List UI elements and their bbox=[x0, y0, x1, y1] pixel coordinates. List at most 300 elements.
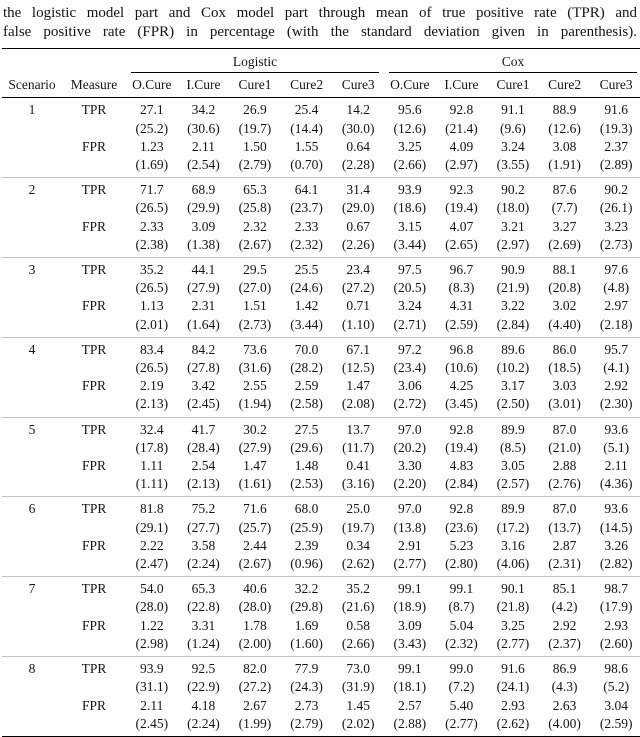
cell-value: 5.40 bbox=[449, 697, 474, 713]
cell-scenario bbox=[2, 138, 62, 156]
cell-scenario: 8 bbox=[2, 657, 62, 679]
cell-sd: (2.67) bbox=[238, 236, 272, 252]
cell-value: 2.33 bbox=[294, 218, 319, 234]
cell-sd: (2.00) bbox=[238, 635, 272, 651]
cell-value: 0.41 bbox=[346, 458, 370, 474]
cell-sd: (18.1) bbox=[393, 679, 427, 695]
cell-measure bbox=[62, 635, 126, 657]
table-row bbox=[2, 98, 640, 120]
cell-sd: (31.6) bbox=[238, 360, 272, 376]
cell-sd: (24.3) bbox=[290, 679, 323, 695]
cell-value: 1.55 bbox=[294, 138, 319, 154]
cell-value: 98.7 bbox=[590, 577, 640, 599]
cell-value: 54.0 bbox=[126, 577, 178, 599]
caption-line-1: the logistic model part and Cox model part through mean of true positive rate (TPR) and bbox=[3, 5, 637, 21]
cell-scenario bbox=[2, 156, 62, 178]
cell-scenario bbox=[2, 537, 62, 555]
cell-value: 2.32 bbox=[243, 218, 267, 234]
cell-sd: (2.65) bbox=[445, 236, 478, 252]
cell-sd: (27.8) bbox=[187, 360, 220, 376]
cell-value: 3.24 bbox=[501, 138, 525, 154]
cell-value: 87.0 bbox=[539, 497, 591, 519]
column-header-scenario: Scenario bbox=[2, 73, 62, 98]
cell-value: 1.48 bbox=[294, 458, 319, 474]
cell-scenario: 6 bbox=[2, 497, 62, 519]
cell-value: 64.1 bbox=[281, 178, 333, 200]
column-header-ocure-cox: O.Cure bbox=[384, 73, 436, 98]
cell-scenario bbox=[2, 439, 62, 457]
cell-value: 2.97 bbox=[604, 298, 628, 314]
cell-sd: (0.70) bbox=[290, 157, 323, 173]
cell-measure bbox=[62, 519, 126, 537]
cell-scenario: 7 bbox=[2, 577, 62, 599]
cell-sd: (1.64) bbox=[187, 316, 220, 332]
column-header-cure3-cox: Cure3 bbox=[590, 73, 640, 98]
cell-sd: (1.94) bbox=[238, 396, 272, 412]
cell-sd: (2.28) bbox=[341, 157, 375, 173]
cell-value: 0.64 bbox=[346, 138, 370, 154]
cell-sd: (21.0) bbox=[548, 439, 581, 455]
cell-scenario bbox=[2, 297, 62, 315]
cell-scenario: 3 bbox=[2, 258, 62, 280]
cell-value: 0.58 bbox=[346, 617, 370, 633]
cell-sd: (3.44) bbox=[290, 316, 323, 332]
cell-value: 89.6 bbox=[487, 337, 539, 359]
cell-sd: (2.54) bbox=[187, 157, 220, 173]
cell-sd: (27.9) bbox=[187, 280, 220, 296]
cell-sd: (3.43) bbox=[393, 635, 427, 651]
table-row bbox=[2, 377, 640, 395]
cell-value: 2.91 bbox=[397, 537, 422, 553]
cell-sd: (11.7) bbox=[342, 439, 375, 455]
cell-value: 2.59 bbox=[294, 378, 319, 394]
cell-sd: (2.67) bbox=[238, 556, 272, 572]
cell-value: 35.2 bbox=[126, 258, 178, 280]
cell-sd: (4.3) bbox=[551, 679, 578, 695]
cell-value: 2.87 bbox=[552, 537, 577, 553]
column-header-row bbox=[2, 73, 640, 98]
cell-value: 99.1 bbox=[384, 577, 436, 599]
table-row bbox=[2, 577, 640, 599]
cell-value: 31.4 bbox=[332, 178, 384, 200]
cell-value: 2.11 bbox=[604, 458, 628, 474]
cell-value: 3.09 bbox=[191, 218, 216, 234]
cell-measure: FPR bbox=[81, 218, 107, 234]
cell-sd: (12.6) bbox=[548, 120, 581, 136]
cell-value: 4.18 bbox=[191, 697, 216, 713]
cell-value: 98.6 bbox=[590, 657, 640, 679]
cell-value: 25.4 bbox=[294, 102, 319, 118]
cell-value: 23.4 bbox=[332, 258, 384, 280]
cell-value: 1.11 bbox=[140, 458, 164, 474]
cell-sd: (7.2) bbox=[448, 679, 475, 695]
cell-value: 87.0 bbox=[539, 417, 591, 439]
table-row bbox=[2, 199, 640, 217]
cell-sd: (1.38) bbox=[187, 236, 220, 252]
cell-sd: (4.06) bbox=[496, 556, 530, 572]
cell-sd: (13.8) bbox=[393, 519, 427, 535]
cell-sd: (2.32) bbox=[290, 236, 323, 252]
cell-sd: (28.0) bbox=[135, 599, 169, 615]
cell-sd: (18.5) bbox=[548, 360, 581, 376]
cell-value: 41.7 bbox=[178, 417, 230, 439]
cell-sd: (29.9) bbox=[187, 200, 220, 216]
cell-sd: (1.24) bbox=[187, 635, 220, 651]
cell-scenario bbox=[2, 457, 62, 475]
cell-value: 1.22 bbox=[139, 617, 164, 633]
cell-sd: (2.84) bbox=[496, 316, 530, 332]
cell-sd: (24.1) bbox=[496, 679, 530, 695]
cell-scenario bbox=[2, 395, 62, 417]
cell-value: 3.24 bbox=[397, 298, 422, 314]
cell-sd: (17.2) bbox=[496, 519, 530, 535]
cell-sd: (2.77) bbox=[393, 556, 427, 572]
table-row bbox=[2, 156, 640, 178]
cell-sd: (3.44) bbox=[393, 236, 427, 252]
cell-value: 1.47 bbox=[243, 458, 267, 474]
cell-value: 3.15 bbox=[397, 218, 422, 234]
cell-sd: (2.08) bbox=[341, 396, 375, 412]
cell-value: 65.3 bbox=[178, 577, 230, 599]
cell-value: 3.22 bbox=[501, 298, 525, 314]
cell-sd: (2.71) bbox=[393, 316, 427, 332]
cell-value: 2.31 bbox=[191, 298, 216, 314]
cell-measure: FPR bbox=[81, 378, 107, 394]
cell-value: 2.39 bbox=[294, 537, 319, 553]
cell-sd: (2.73) bbox=[238, 316, 272, 332]
cell-sd: (26.1) bbox=[599, 200, 633, 216]
cell-sd: (1.99) bbox=[238, 715, 272, 731]
cell-sd: (25.7) bbox=[238, 519, 272, 535]
cell-value: 97.6 bbox=[590, 258, 640, 280]
cell-sd: (2.88) bbox=[393, 715, 427, 731]
cell-value: 34.2 bbox=[191, 102, 216, 118]
cell-sd: (29.0) bbox=[341, 200, 375, 216]
cell-scenario bbox=[2, 617, 62, 635]
cell-value: 89.9 bbox=[487, 497, 539, 519]
cell-value: 93.9 bbox=[384, 178, 436, 200]
cell-value: 86.9 bbox=[539, 657, 591, 679]
cell-value: 4.25 bbox=[449, 378, 474, 394]
cell-value: 3.08 bbox=[552, 138, 577, 154]
cell-value: 67.1 bbox=[332, 337, 384, 359]
cell-value: 0.67 bbox=[346, 218, 370, 234]
table-row bbox=[2, 598, 640, 616]
cell-value: 3.09 bbox=[397, 617, 422, 633]
cell-value: 84.2 bbox=[178, 337, 230, 359]
cell-value: 2.11 bbox=[140, 697, 164, 713]
cell-sd: (13.7) bbox=[548, 519, 581, 535]
cell-value: 90.9 bbox=[487, 258, 539, 280]
cell-value: 95.6 bbox=[397, 102, 422, 118]
cell-value: 92.8 bbox=[436, 497, 488, 519]
cell-value: 1.13 bbox=[139, 298, 164, 314]
table-header bbox=[2, 49, 640, 98]
cell-sd: (23.6) bbox=[445, 519, 478, 535]
cell-sd: (28.2) bbox=[290, 360, 323, 376]
cell-value: 3.02 bbox=[552, 298, 577, 314]
cell-sd: (2.89) bbox=[599, 157, 633, 173]
cell-sd: (12.5) bbox=[341, 360, 375, 376]
cell-value: 4.07 bbox=[449, 218, 474, 234]
cell-sd: (19.4) bbox=[445, 439, 478, 455]
cell-scenario bbox=[2, 120, 62, 138]
cell-sd: (14.5) bbox=[599, 519, 633, 535]
cell-scenario bbox=[2, 635, 62, 657]
cell-measure bbox=[62, 359, 126, 377]
cell-sd: (2.01) bbox=[135, 316, 169, 332]
cell-sd: (19.3) bbox=[599, 120, 633, 136]
cell-scenario bbox=[2, 519, 62, 537]
table-row bbox=[2, 497, 640, 519]
cell-sd: (4.8) bbox=[603, 280, 630, 296]
cell-value: 30.2 bbox=[229, 417, 281, 439]
cell-sd: (2.80) bbox=[445, 556, 478, 572]
cell-value: 3.21 bbox=[501, 218, 525, 234]
cell-value: 2.44 bbox=[243, 537, 267, 553]
table-row bbox=[2, 697, 640, 715]
cell-value: 71.6 bbox=[229, 497, 281, 519]
table-row bbox=[2, 555, 640, 577]
cell-value: 90.1 bbox=[487, 577, 539, 599]
cell-sd: (21.4) bbox=[445, 120, 478, 136]
cell-sd: (2.45) bbox=[187, 396, 220, 412]
cell-value: 99.1 bbox=[384, 657, 436, 679]
cell-value: 2.55 bbox=[243, 378, 267, 394]
cell-value: 0.71 bbox=[346, 298, 370, 314]
table-row bbox=[2, 218, 640, 236]
cell-sd: (10.2) bbox=[496, 360, 530, 376]
cell-value: 2.92 bbox=[552, 617, 577, 633]
cell-measure bbox=[62, 475, 126, 497]
cell-value: 96.7 bbox=[436, 258, 488, 280]
cell-value: 25.5 bbox=[281, 258, 333, 280]
cell-sd: (14.4) bbox=[290, 120, 323, 136]
table-row bbox=[2, 279, 640, 297]
cell-value: 3.06 bbox=[397, 378, 422, 394]
cell-scenario: 2 bbox=[2, 178, 62, 200]
cell-value: 91.1 bbox=[501, 102, 525, 118]
cell-sd: (8.3) bbox=[448, 280, 475, 296]
cell-value: 93.6 bbox=[590, 497, 640, 519]
cell-scenario bbox=[2, 377, 62, 395]
cell-sd: (1.69) bbox=[135, 157, 169, 173]
cell-measure: TPR bbox=[62, 577, 126, 599]
scenario-block bbox=[2, 178, 640, 258]
table-row bbox=[2, 439, 640, 457]
cell-sd: (2.47) bbox=[135, 556, 169, 572]
table-row bbox=[2, 519, 640, 537]
cell-value: 85.1 bbox=[539, 577, 591, 599]
table-row bbox=[2, 120, 640, 138]
cell-sd: (26.5) bbox=[135, 360, 169, 376]
cell-sd: (28.4) bbox=[187, 439, 220, 455]
cell-value: 3.31 bbox=[191, 617, 216, 633]
cell-sd: (24.6) bbox=[290, 280, 323, 296]
cell-scenario bbox=[2, 359, 62, 377]
cell-value: 0.34 bbox=[346, 537, 370, 553]
cell-value: 90.2 bbox=[487, 178, 539, 200]
cell-value: 77.9 bbox=[281, 657, 333, 679]
cell-sd: (2.31) bbox=[548, 556, 581, 572]
cell-sd: (2.58) bbox=[290, 396, 323, 412]
cell-sd: (1.91) bbox=[548, 157, 581, 173]
table-row bbox=[2, 715, 640, 737]
cell-value: 3.04 bbox=[604, 697, 628, 713]
cell-measure: FPR bbox=[81, 458, 107, 474]
cell-sd: (7.7) bbox=[551, 200, 578, 216]
table-row bbox=[2, 395, 640, 417]
cell-sd: (2.97) bbox=[445, 157, 478, 173]
cell-sd: (2.13) bbox=[187, 476, 220, 492]
cell-sd: (2.53) bbox=[290, 476, 323, 492]
cell-value: 83.4 bbox=[126, 337, 178, 359]
cell-scenario bbox=[2, 598, 62, 616]
cell-value: 87.6 bbox=[539, 178, 591, 200]
cell-measure bbox=[62, 439, 126, 457]
cell-value: 2.88 bbox=[552, 458, 577, 474]
cell-sd: (2.24) bbox=[187, 556, 220, 572]
cell-sd: (3.55) bbox=[496, 157, 530, 173]
cell-value: 2.73 bbox=[294, 697, 319, 713]
cell-value: 2.11 bbox=[191, 138, 215, 154]
cell-scenario bbox=[2, 199, 62, 217]
table-row bbox=[2, 657, 640, 679]
cell-value: 5.23 bbox=[449, 537, 474, 553]
cell-sd: (2.79) bbox=[238, 157, 272, 173]
cell-value: 91.6 bbox=[487, 657, 539, 679]
cell-measure bbox=[62, 316, 126, 338]
cell-value: 68.0 bbox=[281, 497, 333, 519]
cell-value: 2.57 bbox=[397, 697, 422, 713]
cell-value: 2.19 bbox=[139, 378, 164, 394]
cell-value: 90.2 bbox=[590, 178, 640, 200]
cell-value: 1.47 bbox=[346, 378, 370, 394]
cell-sd: (4.2) bbox=[551, 599, 578, 615]
cell-value: 26.9 bbox=[243, 102, 267, 118]
cell-measure bbox=[62, 715, 126, 737]
cell-measure: FPR bbox=[81, 617, 107, 633]
cell-value: 3.42 bbox=[191, 378, 216, 394]
cell-measure bbox=[62, 678, 126, 696]
cell-sd: (2.30) bbox=[599, 396, 633, 412]
cell-sd: (22.9) bbox=[187, 679, 220, 695]
cell-value: 32.2 bbox=[281, 577, 333, 599]
cell-scenario bbox=[2, 475, 62, 497]
cell-value: 73.6 bbox=[229, 337, 281, 359]
cell-scenario bbox=[2, 316, 62, 338]
cell-value: 1.78 bbox=[243, 617, 267, 633]
cell-sd: (2.62) bbox=[341, 556, 375, 572]
table-row bbox=[2, 537, 640, 555]
cell-sd: (2.98) bbox=[135, 635, 169, 651]
table-row bbox=[2, 617, 640, 635]
cell-value: 3.25 bbox=[501, 617, 525, 633]
cell-sd: (27.2) bbox=[341, 280, 375, 296]
cell-value: 75.2 bbox=[178, 497, 230, 519]
cell-value: 92.8 bbox=[449, 102, 474, 118]
cell-value: 5.04 bbox=[449, 617, 474, 633]
cell-value: 40.6 bbox=[229, 577, 281, 599]
group-header-logistic: Logistic bbox=[131, 53, 379, 73]
cell-value: 81.8 bbox=[126, 497, 178, 519]
cell-value: 3.26 bbox=[604, 537, 628, 553]
cell-value: 2.33 bbox=[139, 218, 164, 234]
cell-sd: (2.45) bbox=[135, 715, 169, 731]
cell-sd: (0.96) bbox=[290, 556, 323, 572]
group-header-cox: Cox bbox=[389, 53, 637, 73]
cell-value: 2.37 bbox=[604, 138, 628, 154]
cell-sd: (31.9) bbox=[341, 679, 375, 695]
cell-measure bbox=[62, 236, 126, 258]
cell-sd: (23.7) bbox=[290, 200, 323, 216]
group-header-row bbox=[2, 49, 640, 74]
cell-sd: (27.2) bbox=[238, 679, 272, 695]
cell-sd: (3.01) bbox=[548, 396, 581, 412]
cell-sd: (21.8) bbox=[496, 599, 530, 615]
cell-sd: (23.4) bbox=[393, 360, 427, 376]
cell-value: 4.09 bbox=[449, 138, 474, 154]
cell-value: 2.54 bbox=[191, 458, 216, 474]
cell-value: 2.93 bbox=[501, 697, 525, 713]
cell-value: 27.5 bbox=[281, 417, 333, 439]
cell-sd: (10.6) bbox=[445, 360, 478, 376]
column-header-icure-logistic: I.Cure bbox=[178, 73, 230, 98]
cell-sd: (2.82) bbox=[599, 556, 633, 572]
cell-scenario: 5 bbox=[2, 417, 62, 439]
cell-sd: (27.9) bbox=[238, 439, 272, 455]
cell-value: 93.6 bbox=[590, 417, 640, 439]
cell-value: 3.16 bbox=[501, 537, 525, 553]
cell-sd: (2.84) bbox=[445, 476, 478, 492]
cell-value: 3.58 bbox=[191, 537, 216, 553]
cell-measure bbox=[62, 199, 126, 217]
cell-sd: (2.57) bbox=[496, 476, 530, 492]
cell-measure: TPR bbox=[62, 337, 126, 359]
cell-value: 99.1 bbox=[436, 577, 488, 599]
table-row bbox=[2, 417, 640, 439]
cell-sd: (2.38) bbox=[135, 236, 169, 252]
cell-value: 1.50 bbox=[243, 138, 267, 154]
cell-sd: (20.5) bbox=[393, 280, 427, 296]
table-row bbox=[2, 138, 640, 156]
cell-sd: (1.61) bbox=[238, 476, 272, 492]
cell-sd: (2.26) bbox=[341, 236, 375, 252]
cell-sd: (1.60) bbox=[290, 635, 323, 651]
cell-sd: (2.24) bbox=[187, 715, 220, 731]
cell-sd: (8.7) bbox=[448, 599, 475, 615]
cell-sd: (2.66) bbox=[393, 157, 427, 173]
column-header-cure1-cox: Cure1 bbox=[487, 73, 539, 98]
cell-scenario bbox=[2, 697, 62, 715]
cell-value: 93.9 bbox=[126, 657, 178, 679]
cell-sd: (9.6) bbox=[500, 120, 526, 136]
cell-sd: (1.11) bbox=[135, 476, 168, 492]
cell-sd: (5.1) bbox=[603, 439, 630, 455]
cell-value: 91.6 bbox=[604, 102, 628, 118]
cell-value: 65.3 bbox=[229, 178, 281, 200]
cell-measure bbox=[62, 156, 126, 178]
cell-sd: (26.5) bbox=[135, 280, 169, 296]
cell-scenario bbox=[2, 715, 62, 737]
table-row bbox=[2, 359, 640, 377]
column-header-cure2-logistic: Cure2 bbox=[281, 73, 333, 98]
cell-scenario: 4 bbox=[2, 337, 62, 359]
table-row bbox=[2, 635, 640, 657]
cell-scenario bbox=[2, 678, 62, 696]
cell-sd: (19.7) bbox=[238, 120, 272, 136]
cell-value: 4.31 bbox=[449, 298, 474, 314]
